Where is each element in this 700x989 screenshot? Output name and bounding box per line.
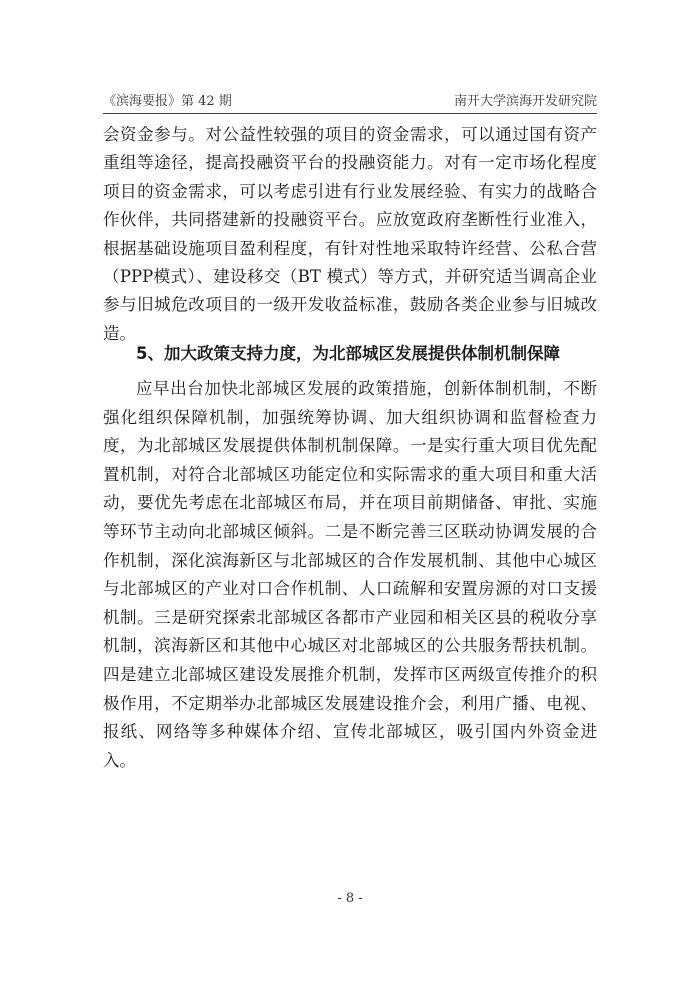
paragraph-continued: 会资金参与。对公益性较强的项目的资金需求，可以通过国有资产重组等途径，提高投融资平台的投融资能力。对有一定市场化程度项目的资金需求，可以考虑引进有行业发展经验、有实力的战略合作伙伴，共同搭建新的投融资平台。应放宽政府垄断性行业准入，根据基础设施项目盈利程度，有针对性地采取特许经营、公私合营（PPP模式）、建设移交（BT 模式）等方式，并研究适当调高企业参与旧城危改项目的一级开发收益标准，鼓励各类企业参与旧城改造。	[103, 125, 597, 343]
page-number: - 8 -	[337, 891, 363, 906]
body-text-section	[103, 375, 597, 775]
running-header	[103, 92, 597, 112]
header-divider	[103, 113, 597, 114]
section-paragraph: 应早出台加快北部城区发展的政策措施，创新体制机制，不断强化组织保障机制，加强统筹协调、加大组织协调和监督检查力度，为北部城区发展提供体制机制保障。一是实行重大项目优先配置机制，对符合北部城区功能定位和实际需求的重大项目和重大活动，要优先考虑在北部城区布局，并在项目前期储备、审批、实施等环节主动向北部城区倾斜。二是不断完善三区联动协调发展的合作机制，深化滨海新区与北部城区的合作发展机制、其他中心城区与北部城区的产业对口合作机制、人口疏解和安置房源的对口支援机制。三是研究探索北部城区各都市产业园和相关区县的税收分享机制，滨海新区和其他中心城区对北部城区的公共服务帮扶机制。四是建立北部城区建设发展推介机制，发挥市区两级宣传推介的积极作用，不定期举办北部城区发展建设推介会，利用广播、电视、报纸、网络等多种媒体介绍、宣传北部城区，吸引国内外资金进入。	[103, 379, 597, 770]
section-heading: 5、加大政策支持力度，为北部城区发展提供体制机制保障	[136, 344, 560, 363]
header-journal-issue: 《滨海要报》第 42 期	[103, 94, 232, 109]
body-text-top	[103, 121, 597, 348]
header-institution: 南开大学滨海开发研究院	[453, 94, 597, 109]
